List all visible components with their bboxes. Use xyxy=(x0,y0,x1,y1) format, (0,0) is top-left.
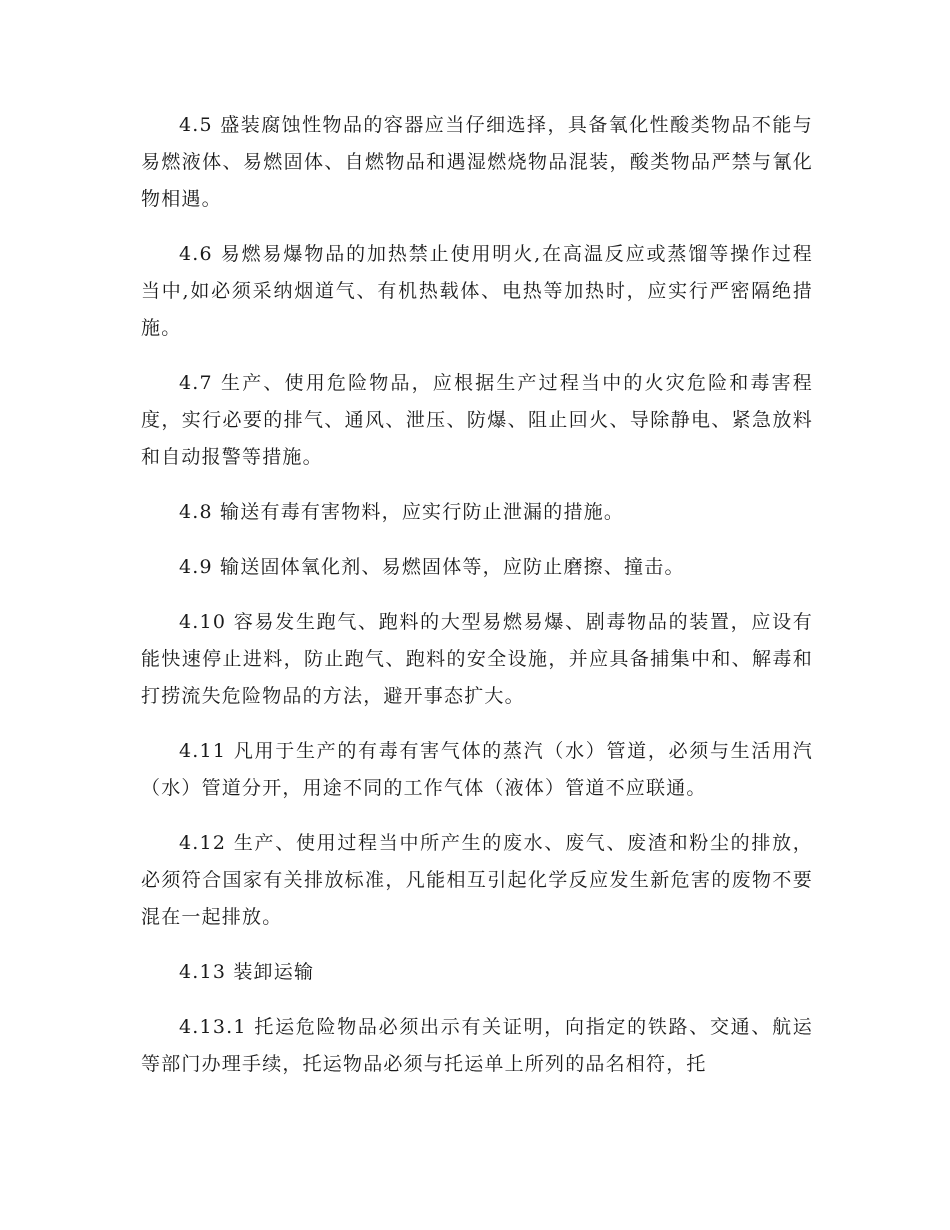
clause-4-12: 4.12 生产、使用过程当中所产生的废水、废气、废渣和粉尘的排放，必须符合国家有关排放标准，凡能相互引起化学反应发生新危害的废物不要混在一起排放。 xyxy=(141,832,813,928)
clause-4-9: 4.9 输送固体氧化剂、易燃固体等，应防止磨擦、撞击。 xyxy=(179,556,685,578)
clause-4-10: 4.10 容易发生跑气、跑料的大型易燃易爆、剧毒物品的装置，应设有能快速停止进料，防止跑气、跑料的安全设施，并应具备捕集中和、解毒和打捞流失危险物品的方法，避开事态扩大。 xyxy=(141,611,813,707)
clause-4-11: 4.11 凡用于生产的有毒有害气体的蒸汽（水）管道，必须与生活用汽（水）管道分开，用途不同的工作气体（液体）管道不应联通。 xyxy=(141,740,813,799)
clause-4-6: 4.6 易燃易爆物品的加热禁止使用明火,在高温反应或蒸馏等操作过程当中,如必须采纳烟道气、有机热载体、电热等加热时，应实行严密隔绝措施。 xyxy=(141,243,813,339)
clause-4-13-1: 4.13.1 托运危险物品必须出示有关证明，向指定的铁路、交通、航运等部门办理手续，托运物品必须与托运单上所列的品名相符，托 xyxy=(141,1016,813,1075)
clause-4-13-heading: 4.13 装卸运输 xyxy=(179,961,315,983)
clause-4-5: 4.5 盛装腐蚀性物品的容器应当仔细选择，具备氧化性酸类物品不能与易燃液体、易燃固体、自燃物品和遇湿燃烧物品混装，酸类物品严禁与氰化物相遇。 xyxy=(141,114,813,210)
clause-4-7: 4.7 生产、使用危险物品，应根据生产过程当中的火灾危险和毒害程度，实行必要的排气、通风、泄压、防爆、阻止回火、导除静电、紧急放料和自动报警等措施。 xyxy=(141,372,813,468)
document-body xyxy=(141,107,813,1101)
clause-4-8: 4.8 输送有毒有害物料，应实行防止泄漏的措施。 xyxy=(179,501,625,523)
